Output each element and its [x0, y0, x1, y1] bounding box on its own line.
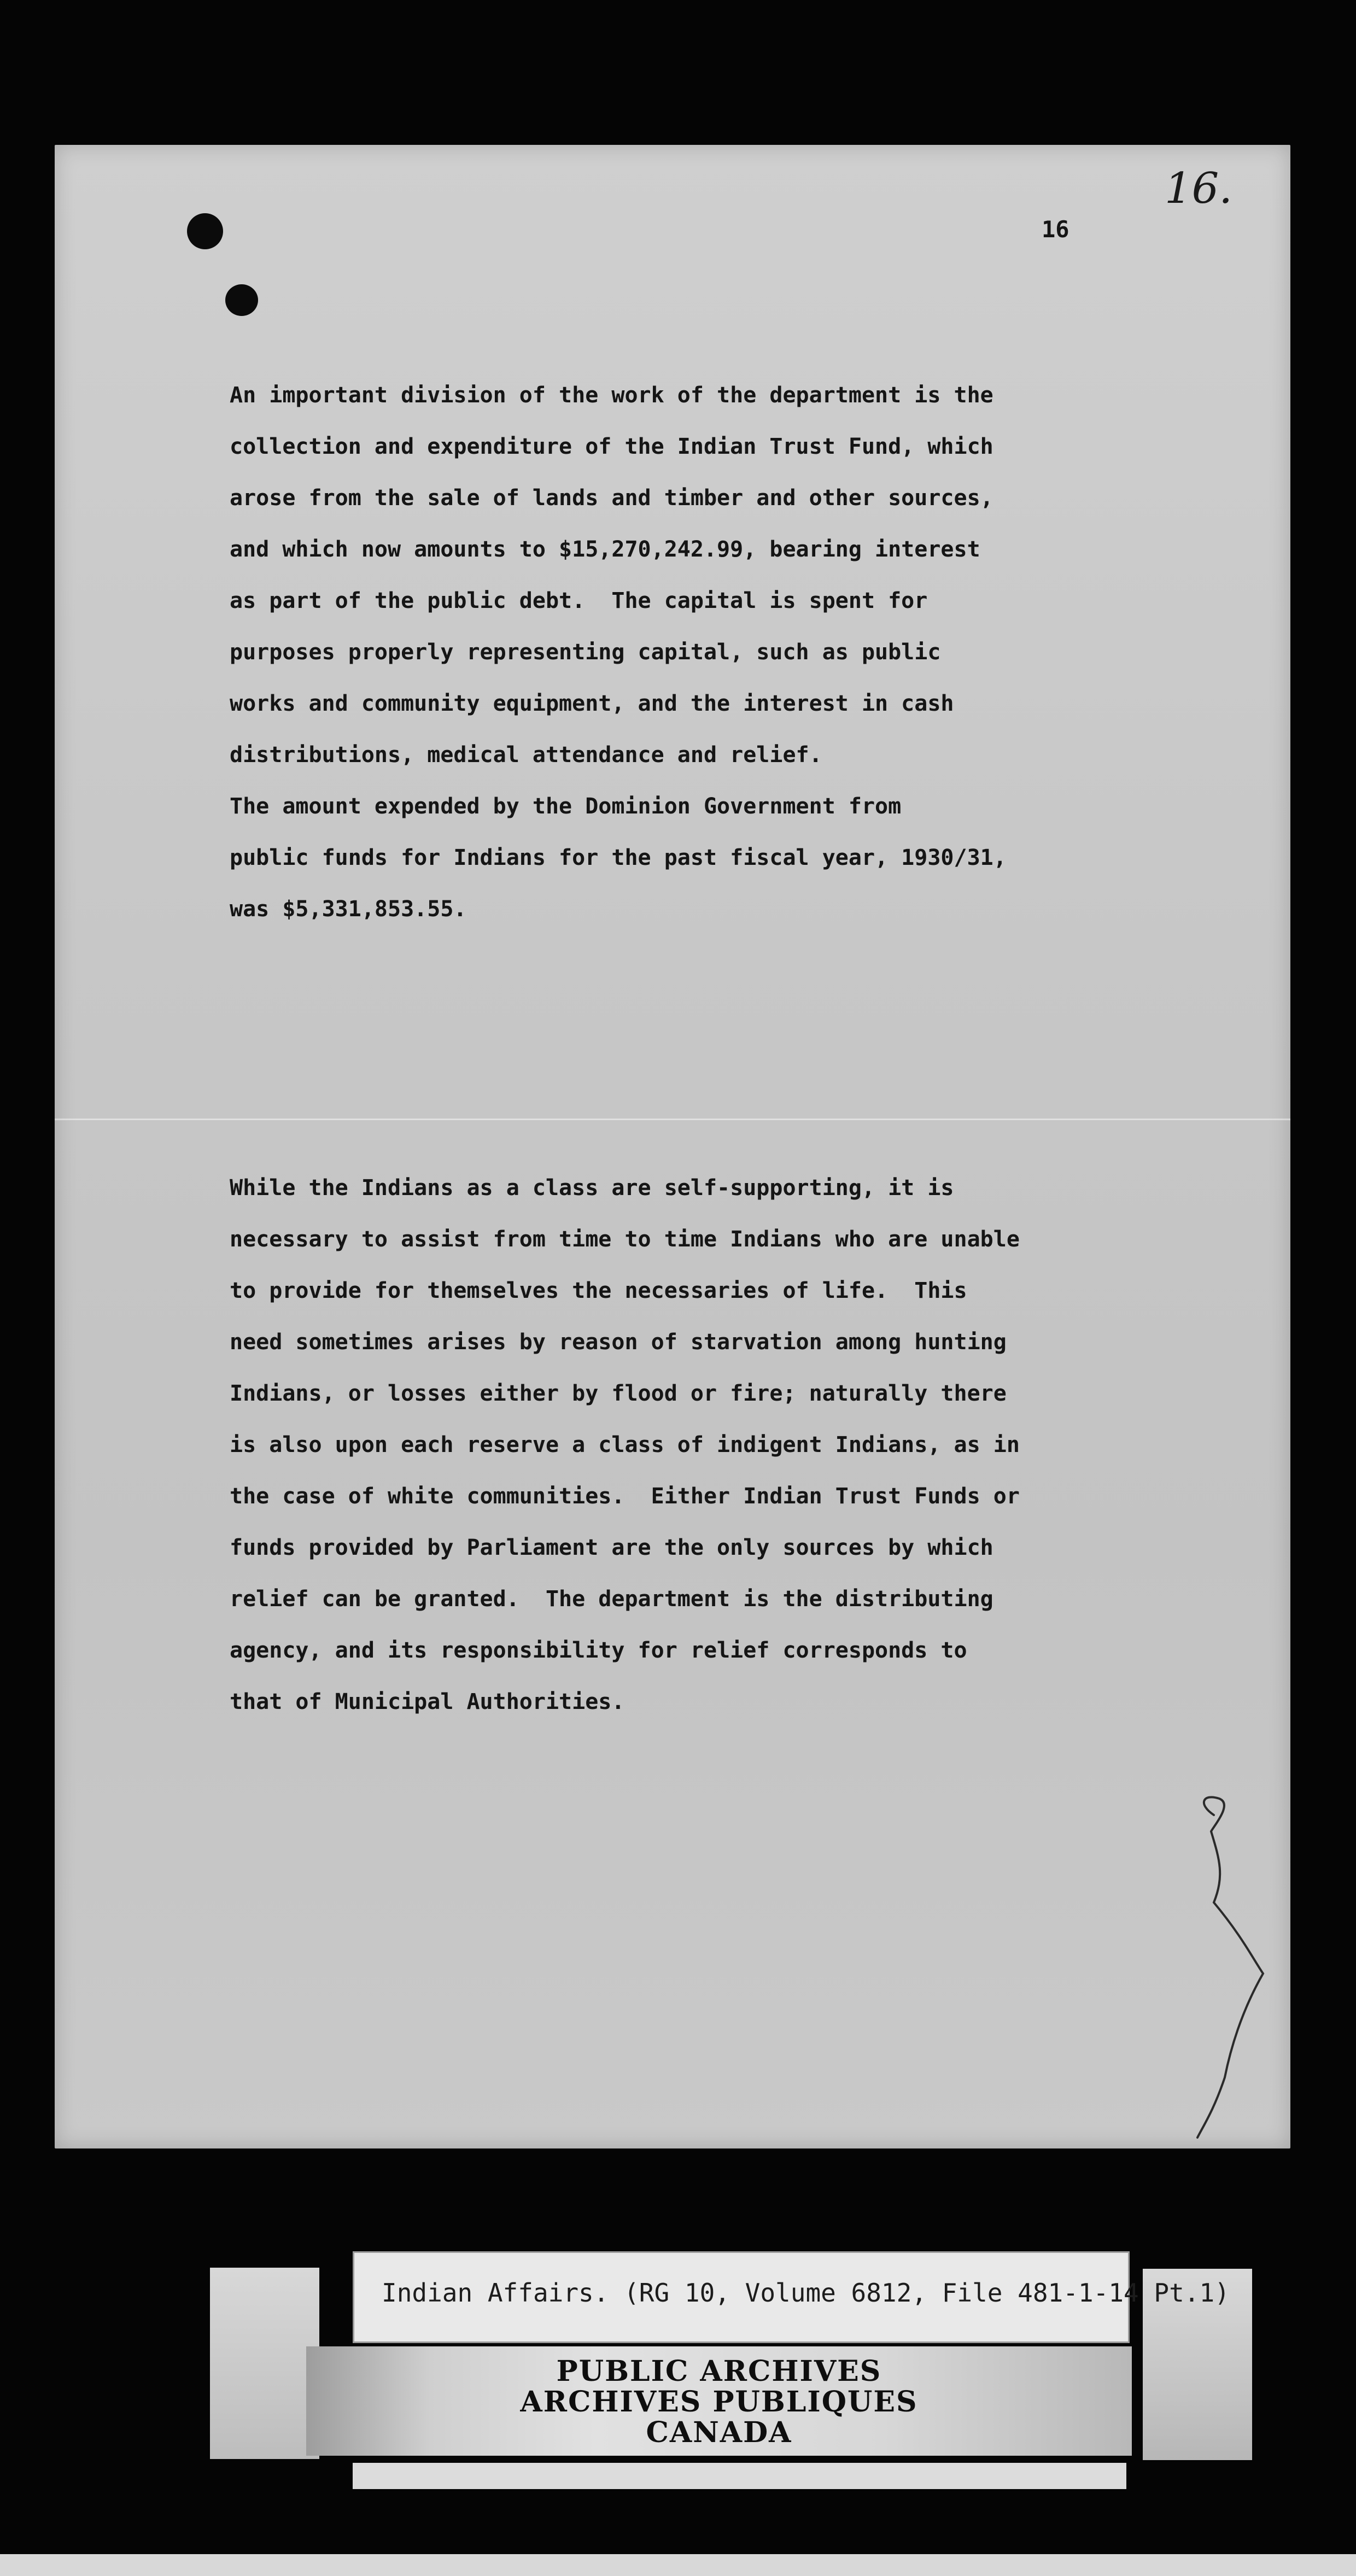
text-line: as part of the public debt. The capital is spent for: [230, 588, 928, 613]
text-line: funds provided by Parliament are the only sources by which: [230, 1535, 993, 1560]
text-line: relief can be granted. The department is the distributing: [230, 1586, 993, 1612]
archives-stamp: [306, 2356, 1132, 2448]
text-line: need sometimes arises by reason of starvation among hunting: [230, 1330, 1007, 1355]
film-strip-left: [210, 2268, 319, 2459]
typed-page-number: 16: [1042, 216, 1069, 243]
label-bottom-edge: [353, 2463, 1126, 2489]
text-line: and which now amounts to $15,270,242.99, bearing interest: [230, 537, 980, 562]
text-line: While the Indians as a class are self-supporting, it is: [230, 1175, 954, 1201]
scan-bottom-edge: [0, 2554, 1356, 2576]
text-line: the case of white communities. Either Indian Trust Funds or: [230, 1484, 1020, 1509]
paragraph-relief: [230, 1162, 1020, 1728]
archive-citation-label: [353, 2251, 1230, 2343]
page-fold-line: [55, 1119, 1290, 1121]
text-line: to provide for themselves the necessaries of life. This: [230, 1278, 967, 1303]
citation-text: Indian Affairs. (RG 10, Volume 6812, File 481-1-14 Pt.1): [382, 2278, 1230, 2308]
text-line: necessary to assist from time to time Indians who are unable: [230, 1227, 1020, 1252]
text-line: public funds for Indians for the past fiscal year, 1930/31,: [230, 845, 1007, 870]
text-line: The amount expended by the Dominion Government from: [230, 794, 902, 819]
text-line: was $5,331,853.55.: [230, 897, 467, 922]
text-line: works and community equipment, and the interest in cash: [230, 691, 954, 716]
text-line: An important division of the work of the department is the: [230, 383, 993, 408]
stamp-line: CANADA: [646, 2416, 792, 2449]
punch-hole-bottom: [225, 284, 258, 316]
punch-hole-top: [187, 213, 223, 249]
text-line: Indians, or losses either by flood or fire; naturally there: [230, 1381, 1007, 1406]
text-line: distributions, medical attendance and relief.: [230, 742, 822, 768]
text-line: collection and expenditure of the Indian Trust Fund, which: [230, 434, 993, 459]
paragraph-trust-fund: [230, 370, 1007, 935]
stamp-line: PUBLIC ARCHIVES: [556, 2355, 882, 2388]
text-line: is also upon each reserve a class of indigent Indians, as in: [230, 1432, 1020, 1457]
stamp-line: ARCHIVES PUBLIQUES: [520, 2385, 918, 2419]
text-line: that of Municipal Authorities.: [230, 1689, 625, 1714]
handwritten-folio-number: 16.: [1165, 164, 1233, 213]
pencil-mark-icon: [1181, 1793, 1290, 2143]
text-line: agency, and its responsibility for relief corresponds to: [230, 1638, 967, 1663]
text-line: arose from the sale of lands and timber and other sources,: [230, 485, 993, 511]
archives-stamp-band: [306, 2346, 1132, 2456]
text-line: purposes properly representing capital, such as public: [230, 640, 941, 665]
